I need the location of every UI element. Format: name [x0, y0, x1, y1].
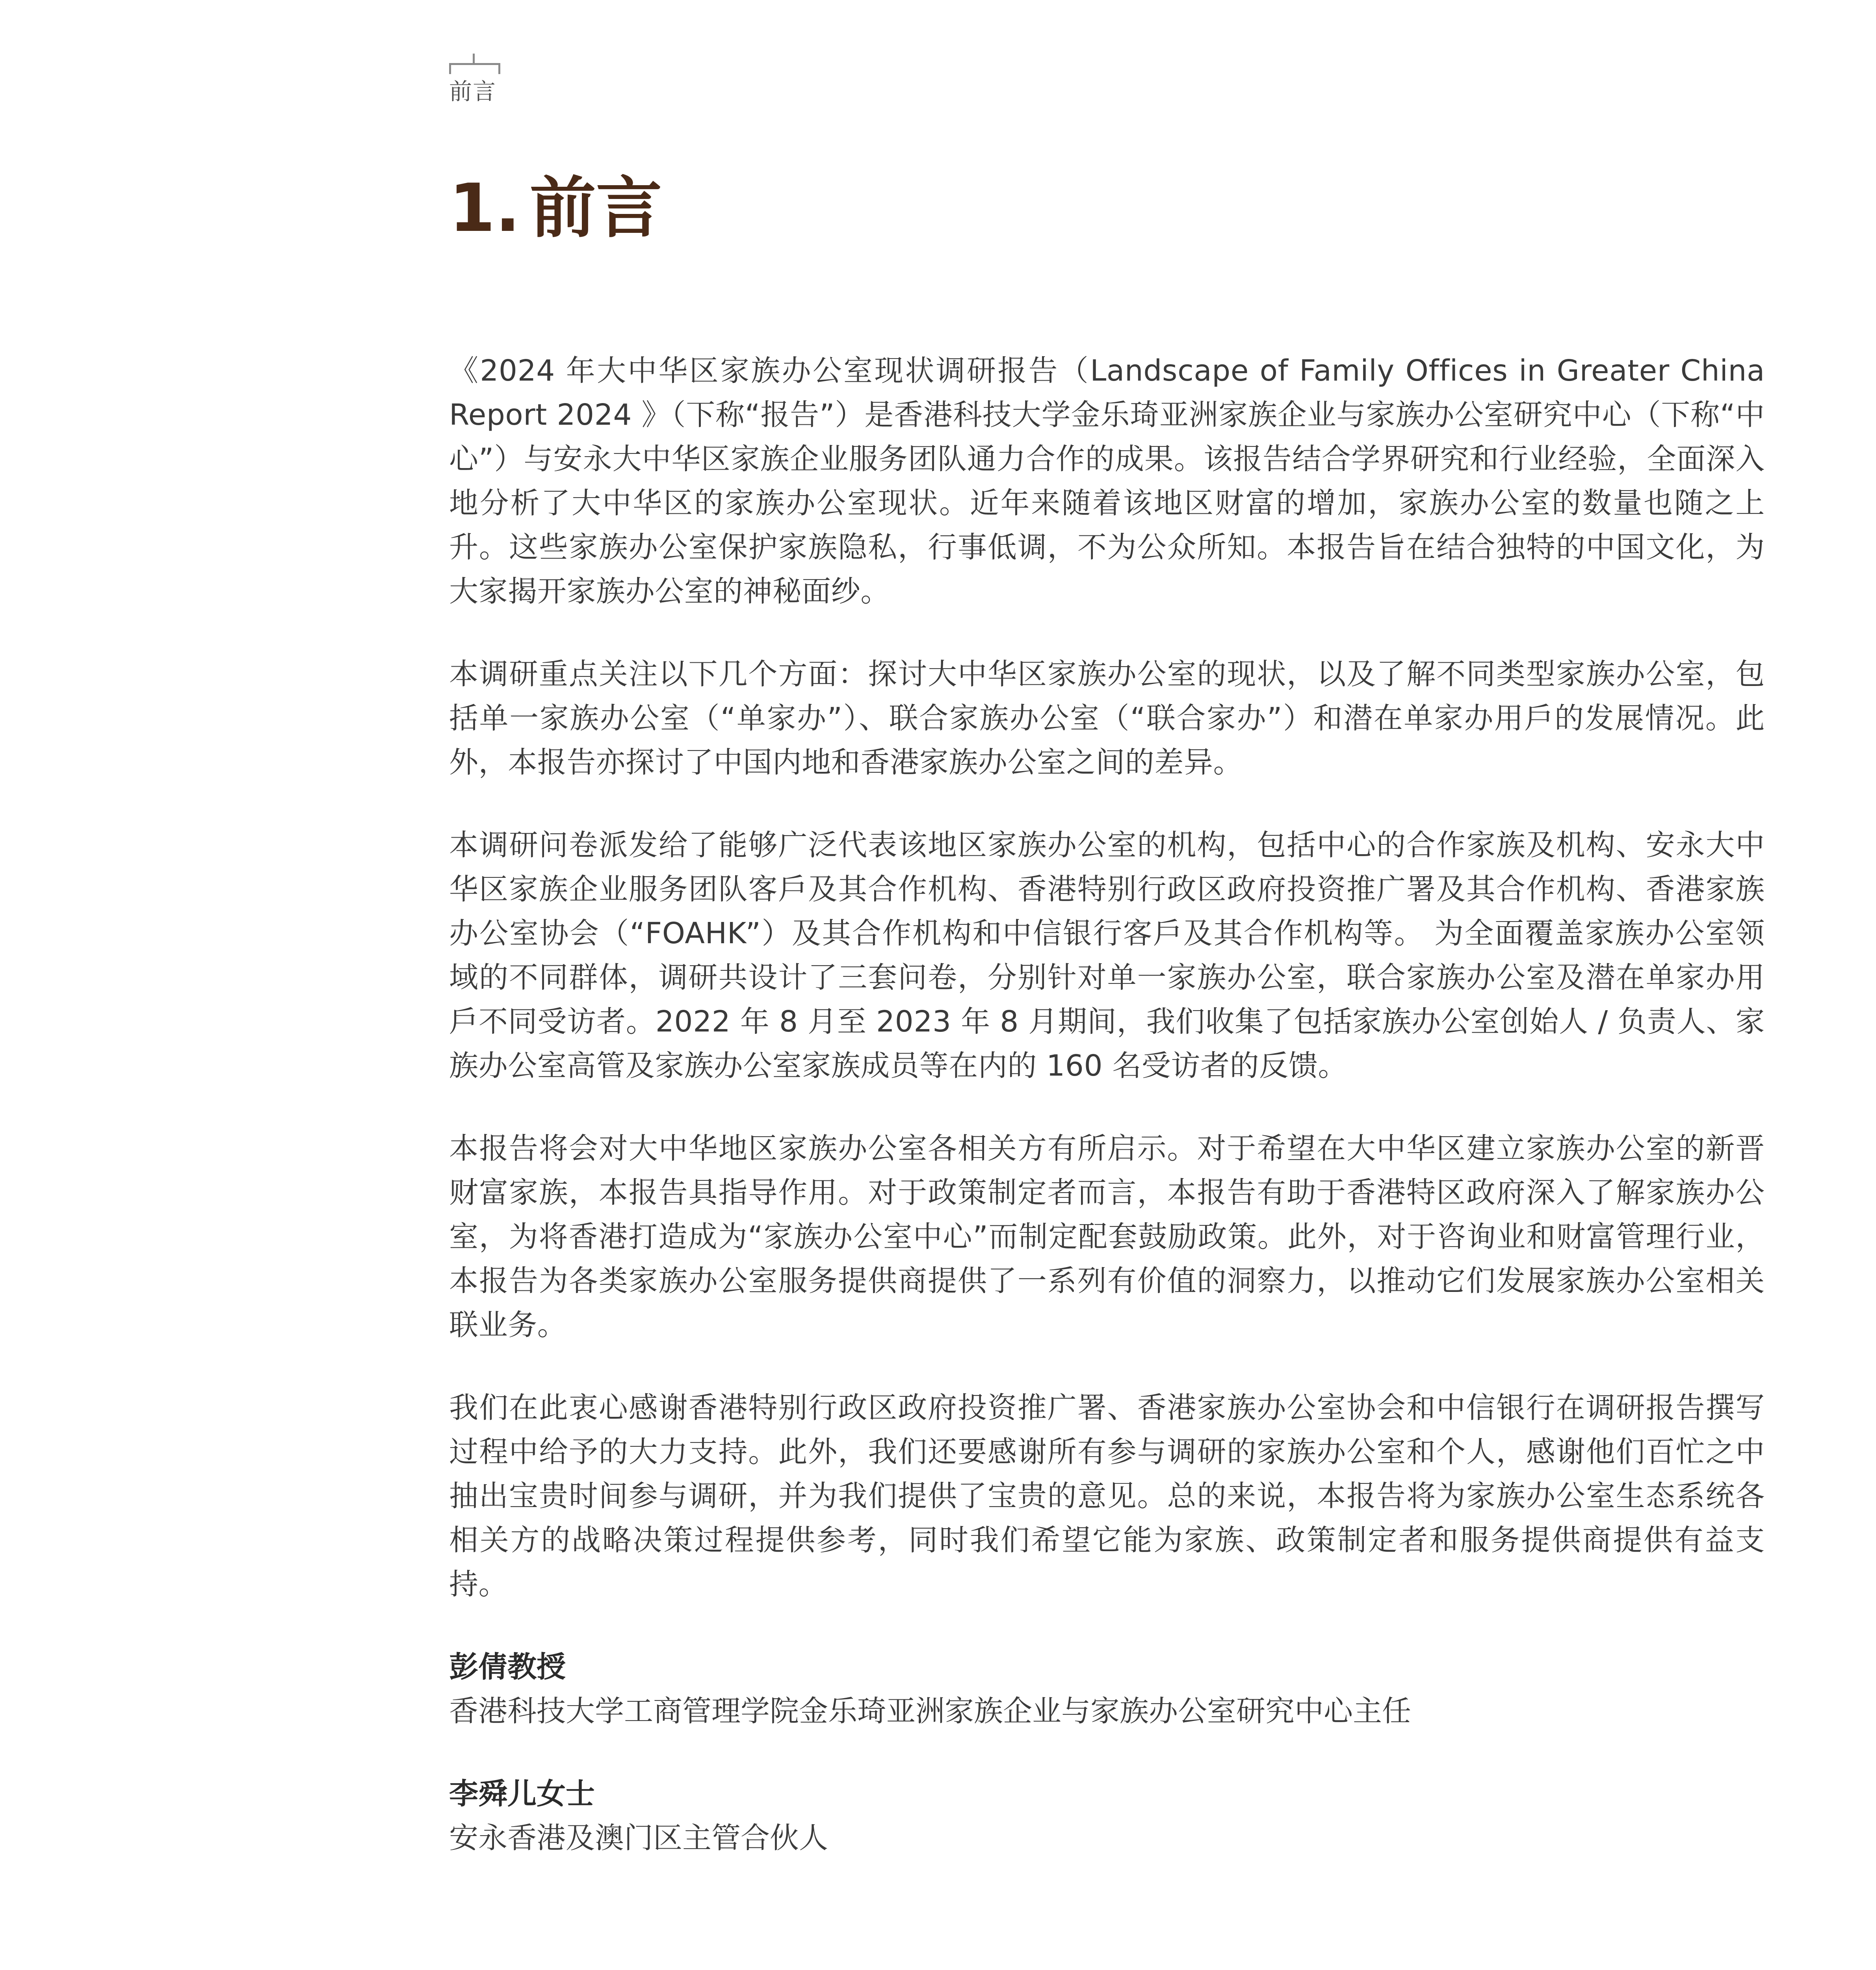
- section-label: 前言: [449, 78, 497, 105]
- title-number: 1.: [449, 169, 520, 247]
- paragraph-methodology: 本调研问卷派发给了能够广泛代表该地区家族办公室的机构，包括中心的合作家族及机构、安永大中华区家族企业服务团队客戶及其合作机构、香港特别行政区政府投资推广署及其合作机构、香港家族办公室协会（“FOAHK”）及其合作机构和中信银行客戶及其合作机构等。 为全面覆盖家族办公室领域的不同群体，调研共设计了三套问卷，分别针对单一家族办公室，联合家族办公室及潜在单家办用戶不同受访者。2022 年 8 月至 2023 年 8 月期间，我们收集了包括家族办公室创始人 / 负责人、家族办公室高管及家族办公室家族成员等在内的 160 名受访者的反馈。: [449, 828, 1765, 1083]
- title-text: 前言: [529, 169, 662, 247]
- signature-block: [449, 1772, 1765, 1860]
- header-bracket-tick: [473, 54, 475, 64]
- running-header: [449, 47, 607, 106]
- page-title: [449, 165, 662, 251]
- header-bracket: [449, 63, 500, 74]
- paragraph-focus: 本调研重点关注以下几个方面：探讨大中华区家族办公室的现状，以及了解不同类型家族办公室，包括单一家族办公室（“单家办”）、联合家族办公室（“联合家办”）和潜在单家办用戶的发展情况。此外，本报告亦探讨了中国内地和香港家族办公室之间的差异。: [449, 657, 1765, 779]
- paragraph-implications: 本报告将会对大中华地区家族办公室各相关方有所启示。对于希望在大中华区建立家族办公室的新晋财富家族，本报告具指导作用。对于政策制定者而言，本报告有助于香港特区政府深入了解家族办公室，为将香港打造成为“家族办公室中心”而制定配套鼓励政策。此外，对于咨询业和财富管理行业，本报告为各类家族办公室服务提供商提供了一系列有价值的洞察力，以推动它们发展家族办公室相关联业务。: [449, 1132, 1765, 1342]
- signature-role: 安永香港及澳门区主管合伙人: [449, 1821, 828, 1855]
- signature-role: 香港科技大学工商管理学院金乐琦亚洲家族企业与家族办公室研究中心主任: [449, 1694, 1411, 1728]
- signature-name: 彭倩教授: [449, 1650, 566, 1684]
- paragraph-acknowledgements: 我们在此衷心感谢香港特别行政区政府投资推广署、香港家族办公室协会和中信银行在调研报告撰写过程中给予的大力支持。此外，我们还要感谢所有参与调研的家族办公室和个人，感谢他们百忙之中抽出宝贵时间参与调研，并为我们提供了宝贵的意见。总的来说，本报告将为家族办公室生态系统各相关方的战略决策过程提供参考，同时我们希望它能为家族、政策制定者和服务提供商提供有益支持。: [449, 1391, 1765, 1601]
- main-content: [449, 349, 1765, 1899]
- signature-block: [449, 1645, 1765, 1733]
- paragraph-intro: 《2024 年大中华区家族办公室现状调研报告（Landscape of Family Offices in Greater China Report 2024 》（下称“报告”）是香港科技大学金乐琦亚洲家族企业与家族办公室研究中心（下称“中心”）与安永大中华区家族企业服务团队通力合作的成果。该报告结合学界研究和行业经验，全面深入地分析了大中华区的家族办公室现状。近年来随着该地区财富的增加，家族办公室的数量也随之上升。这些家族办公室保护家族隐私，行事低调，不为公众所知。本报告旨在结合独特的中国文化，为大家揭开家族办公室的神秘面纱。: [449, 354, 1765, 608]
- signature-name: 李舜儿女士: [449, 1777, 595, 1811]
